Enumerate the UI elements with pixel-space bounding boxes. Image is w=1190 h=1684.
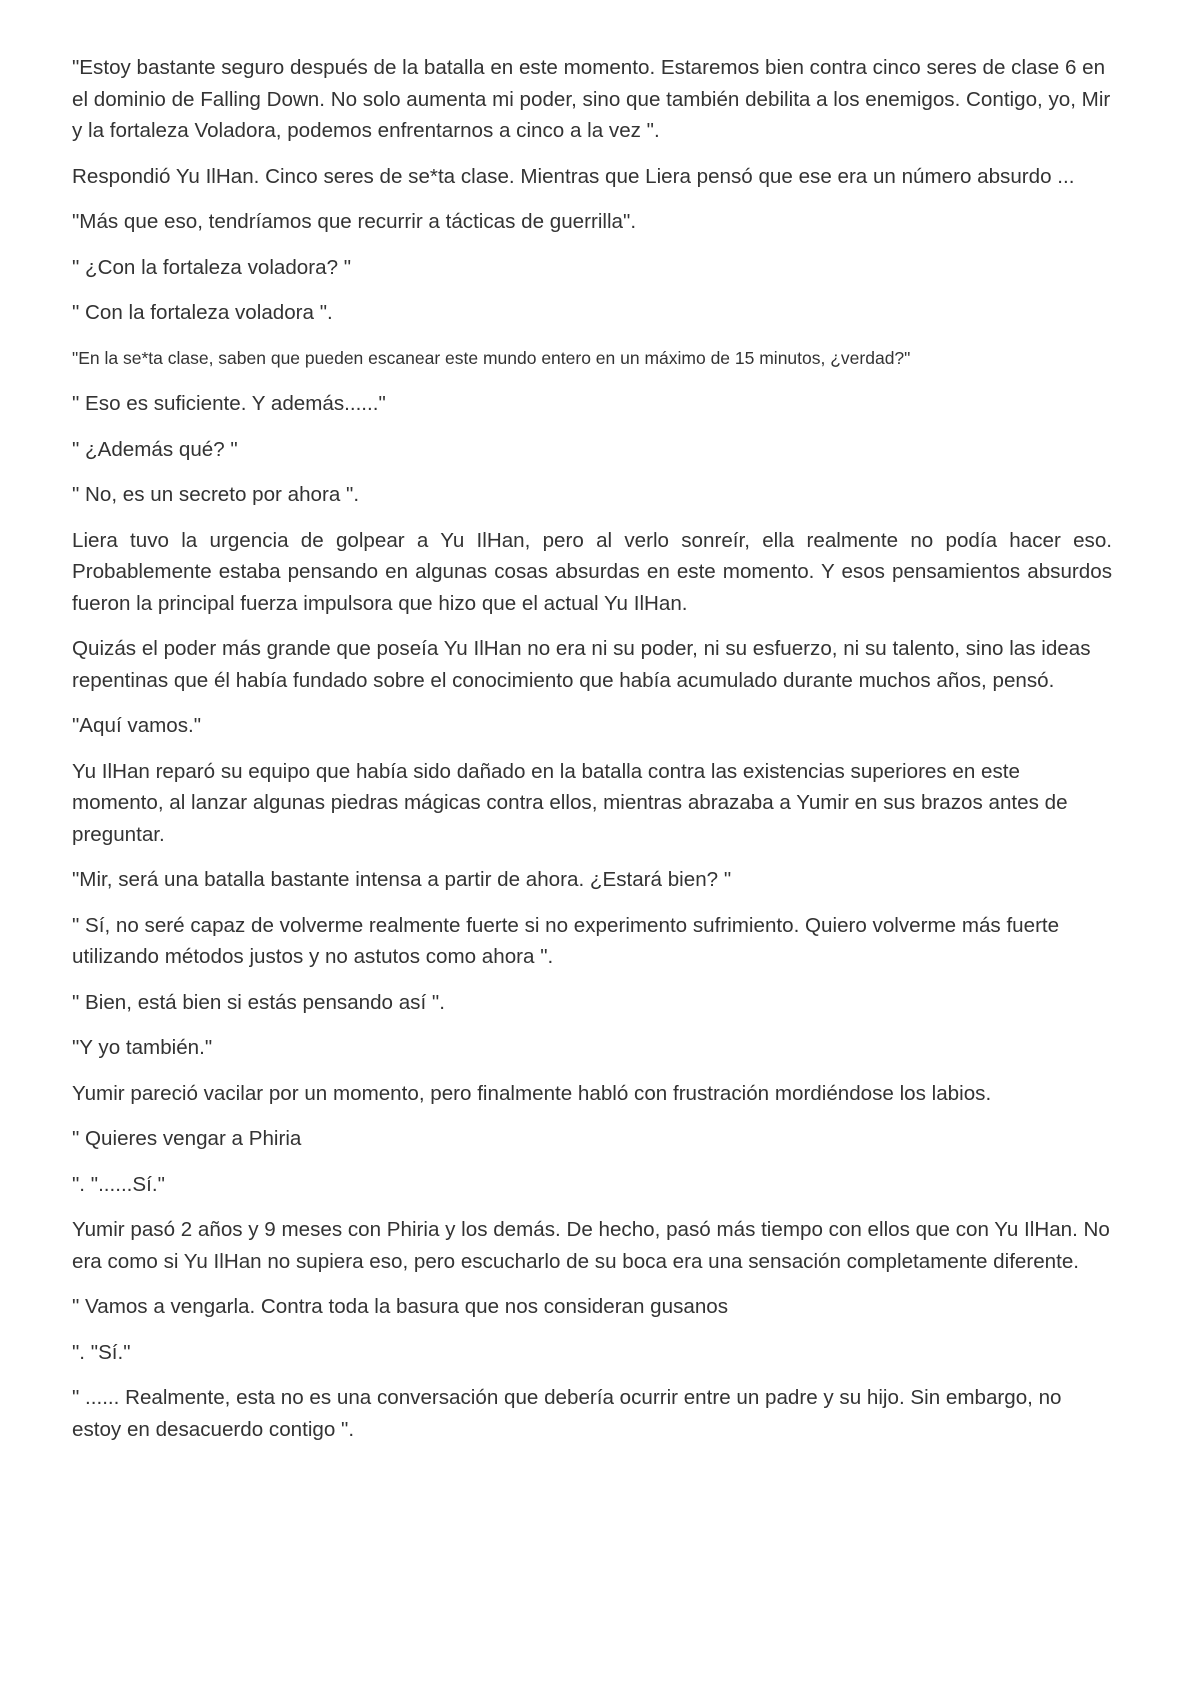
paragraph-13: Yu IlHan reparó su equipo que había sido dañado en la batalla contra las existencias superiores en este momento, al lanzar algunas piedras mágicas contra ellos, mientras abrazaba a Yumir en sus brazos antes de preguntar.	[72, 759, 1068, 846]
paragraph-15: " Sí, no seré capaz de volverme realmente fuerte si no experimento sufrimiento. Quiero volverme más fuerte utilizando métodos justos y no astutos como ahora ".	[72, 913, 1060, 968]
paragraph-16: " Bien, está bien si estás pensando así ".	[72, 990, 445, 1014]
paragraph-19: " Quieres vengar a Phiria	[72, 1127, 302, 1150]
document-page	[72, 52, 1112, 1459]
paragraph-18: Yumir pareció vacilar por un momento, pero finalmente habló con frustración mordiéndose los labios.	[72, 1081, 992, 1105]
paragraph-12: "Aquí vamos."	[72, 714, 202, 737]
paragraph-3: "Más que eso, tendríamos que recurrir a tácticas de guerrilla".	[72, 210, 637, 233]
paragraph-24: " ...... Realmente, esta no es una conversación que debería ocurrir entre un padre y su hijo. Sin embargo, no estoy en desacuerdo contigo ".	[72, 1386, 1062, 1441]
paragraph-22: " Vamos a vengarla. Contra toda la basura que nos consideran gusanos	[72, 1295, 729, 1318]
paragraph-7: " Eso es suficiente. Y además......"	[72, 392, 386, 415]
paragraph-20: ". "......Sí."	[72, 1172, 165, 1196]
paragraph-1: "Estoy bastante seguro después de la batalla en este momento. Estaremos bien contra cinco seres de clase 6 en el dominio de Falling Down. No solo aumenta mi poder, sino que también debilita a los enemigos. Contigo, yo, Mir y la fortaleza Voladora, podemos enfrentarnos a cinco a la vez ".	[72, 56, 1111, 142]
paragraph-17: "Y yo también."	[72, 1036, 213, 1059]
paragraph-4: " ¿Con la fortaleza voladora? "	[72, 255, 352, 279]
paragraph-9: " No, es un secreto por ahora ".	[72, 483, 360, 506]
paragraph-2: Respondió Yu IlHan. Cinco seres de se*ta clase. Mientras que Liera pensó que ese era un número absurdo ...	[72, 164, 1075, 188]
paragraph-11: Quizás el poder más grande que poseía Yu IlHan no era ni su poder, ni su esfuerzo, ni su talento, sino las ideas repentinas que él había fundado sobre el conocimiento que había acumulado durante muchos años, pensó.	[72, 637, 1091, 692]
paragraph-10: Liera tuvo la urgencia de golpear a Yu IlHan, pero al verlo sonreír, ella realmente no podía hacer eso. Probablemente estaba pensando en algunas cosas absurdas en este momento. Y esos pensamientos absurdos fueron la principal fuerza impulsora que hizo que el actual Yu IlHan.	[72, 528, 1112, 615]
paragraph-21: Yumir pasó 2 años y 9 meses con Phiria y los demás. De hecho, pasó más tiempo con ellos que con Yu IlHan. No era como si Yu IlHan no supiera eso, pero escucharlo de su boca era una sensación completamente diferente.	[72, 1218, 1110, 1273]
paragraph-23: ". "Sí."	[72, 1340, 131, 1364]
paragraph-6: "En la se*ta clase, saben que pueden escanear este mundo entero en un máximo de 15 minutos, ¿verdad?"	[72, 347, 911, 368]
paragraph-5: " Con la fortaleza voladora ".	[72, 301, 333, 324]
paragraph-14: "Mir, será una batalla bastante intensa a partir de ahora. ¿Estará bien? "	[72, 868, 732, 891]
paragraph-8: " ¿Además qué? "	[72, 437, 238, 461]
